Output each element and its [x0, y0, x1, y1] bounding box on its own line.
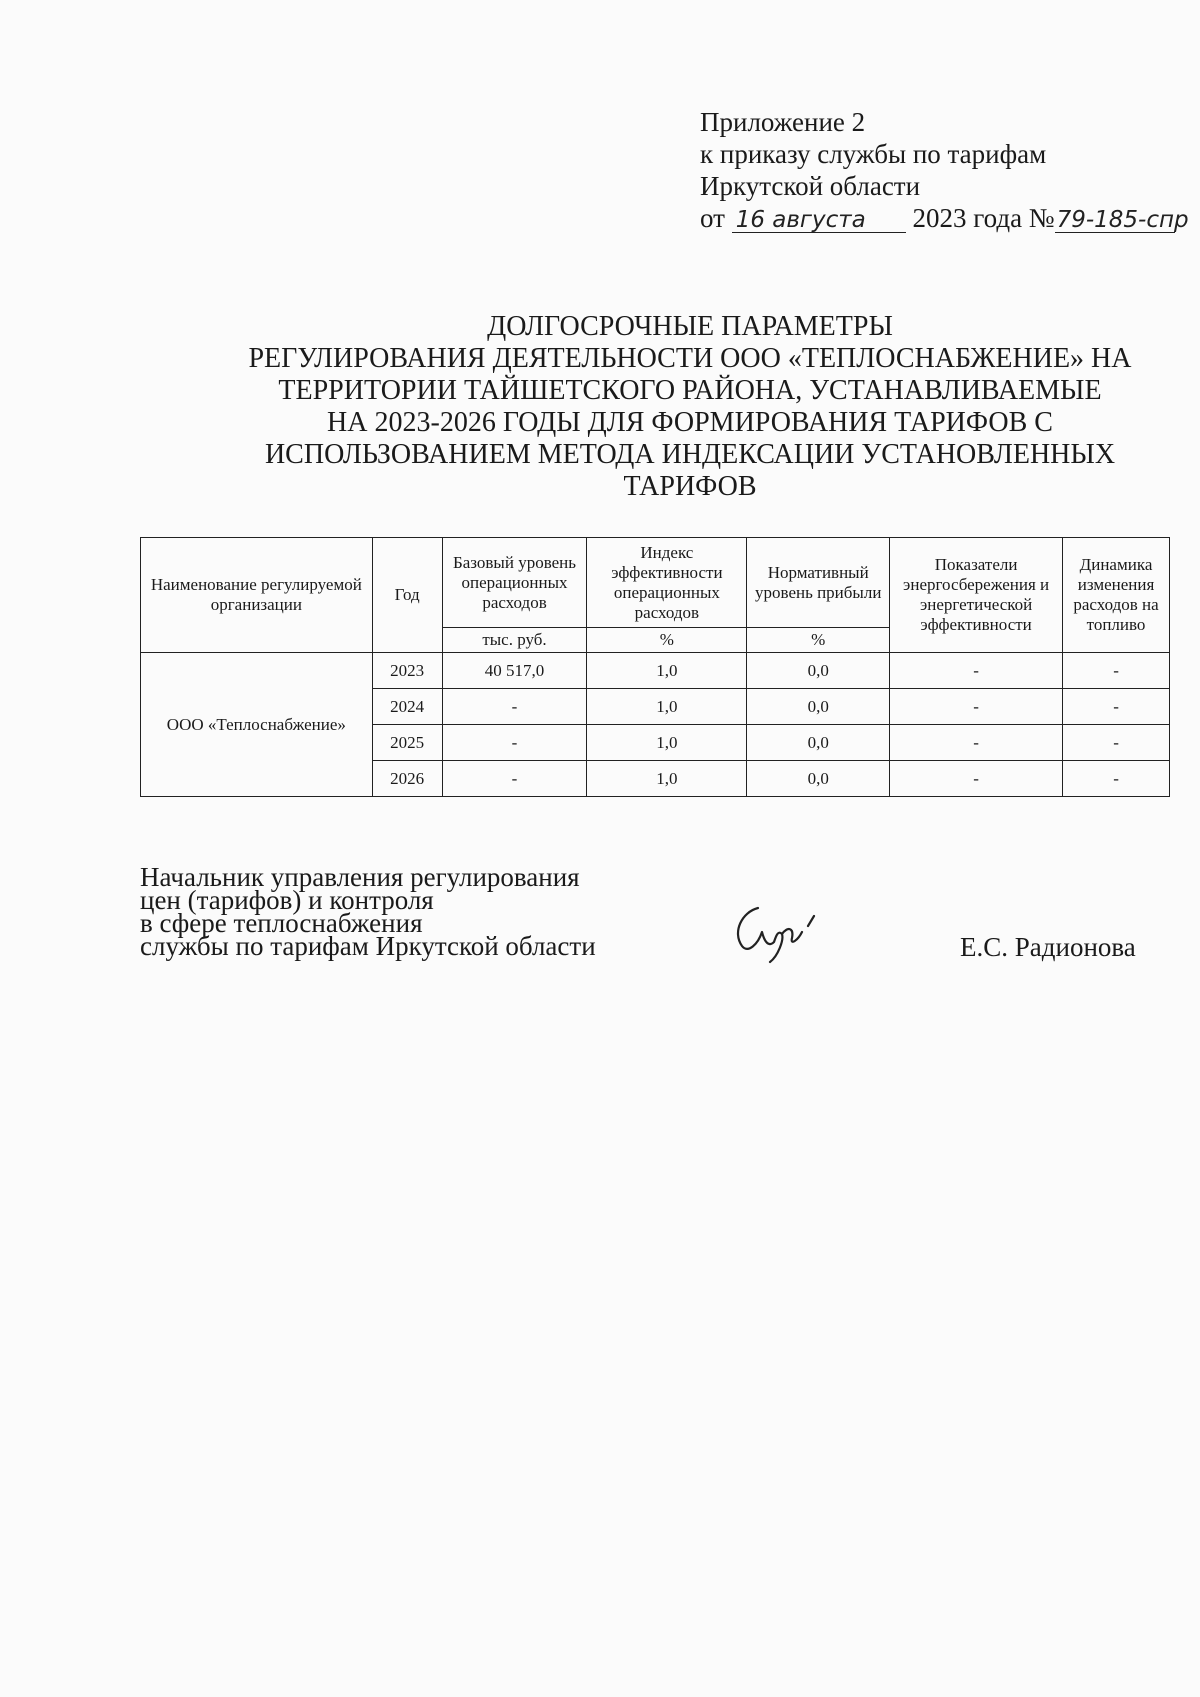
- cell-index: 1,0: [587, 761, 747, 797]
- appendix-region: Иркутской области: [700, 171, 921, 201]
- cell-profit: 0,0: [747, 689, 890, 725]
- title-line: РЕГУЛИРОВАНИЯ ДЕЯТЕЛЬНОСТИ ООО «ТЕПЛОСНАБЖЕНИЕ» НА: [248, 343, 1132, 374]
- appendix-header: [700, 106, 1189, 234]
- document-title: [230, 311, 1150, 503]
- header-base-opex: Базовый уровень операционных расходов: [442, 538, 587, 628]
- signatory-name: Е.С. Радионова: [960, 932, 1136, 962]
- cell-index: 1,0: [587, 689, 747, 725]
- header-org: Наименование регулируемой организации: [141, 538, 373, 653]
- header-year: Год: [372, 538, 442, 653]
- unit-base: тыс. руб.: [442, 628, 587, 653]
- cell-fuel: -: [1063, 725, 1170, 761]
- cell-base: -: [442, 761, 587, 797]
- header-efficiency-index: Индекс эффективности операционных расходов: [587, 538, 747, 628]
- position-line: Начальник управления регулирования: [140, 862, 580, 892]
- cell-year: 2023: [372, 653, 442, 689]
- cell-fuel: -: [1063, 761, 1170, 797]
- date-prefix: от: [700, 203, 725, 233]
- handwritten-order-number: 79-185-спр: [1056, 207, 1189, 233]
- appendix-date-line: [700, 202, 1189, 234]
- cell-year: 2026: [372, 761, 442, 797]
- cell-year: 2025: [372, 725, 442, 761]
- unit-index: %: [587, 628, 747, 653]
- signatory-position: [140, 862, 596, 961]
- title-line: ТЕРРИТОРИИ ТАЙШЕТСКОГО РАЙОНА, УСТАНАВЛИВАЕМЫЕ: [278, 375, 1102, 406]
- cell-energy: -: [890, 761, 1063, 797]
- position-line: службы по тарифам Иркутской области: [140, 931, 596, 961]
- year-text: 2023 года №: [912, 203, 1055, 233]
- org-name-cell: ООО «Теплоснабжение»: [141, 653, 373, 797]
- title-line: ИСПОЛЬЗОВАНИЕМ МЕТОДА ИНДЕКСАЦИИ УСТАНОВЛЕННЫХ: [264, 439, 1116, 470]
- cell-profit: 0,0: [747, 725, 890, 761]
- cell-base: 40 517,0: [442, 653, 587, 689]
- appendix-order-ref: к приказу службы по тарифам: [700, 139, 1047, 169]
- title-line: ТАРИФОВ: [623, 471, 757, 502]
- cell-index: 1,0: [587, 653, 747, 689]
- header-profit-level: Нормативный уровень прибыли: [747, 538, 890, 628]
- handwritten-signature: [728, 896, 828, 966]
- position-line: в сфере теплоснабжения: [140, 908, 423, 938]
- unit-profit: %: [747, 628, 890, 653]
- header-fuel-dynamics: Динамика изменения расходов на топливо: [1063, 538, 1170, 653]
- cell-base: -: [442, 725, 587, 761]
- cell-year: 2024: [372, 689, 442, 725]
- position-line: цен (тарифов) и контроля: [140, 885, 434, 915]
- cell-profit: 0,0: [747, 653, 890, 689]
- title-line: ДОЛГОСРОЧНЫЕ ПАРАМЕТРЫ: [487, 311, 893, 342]
- cell-profit: 0,0: [747, 761, 890, 797]
- parameters-table: [140, 537, 1170, 797]
- title-line: НА 2023-2026 ГОДЫ ДЛЯ ФОРМИРОВАНИЯ ТАРИФОВ С: [327, 407, 1053, 438]
- handwritten-date: 16 августа: [732, 208, 906, 233]
- table-row: [141, 653, 1170, 689]
- cell-fuel: -: [1063, 689, 1170, 725]
- cell-index: 1,0: [587, 725, 747, 761]
- cell-fuel: -: [1063, 653, 1170, 689]
- appendix-number: Приложение 2: [700, 107, 866, 137]
- cell-energy: -: [890, 653, 1063, 689]
- cell-energy: -: [890, 689, 1063, 725]
- cell-energy: -: [890, 725, 1063, 761]
- cell-base: -: [442, 689, 587, 725]
- header-energy-saving: Показатели энергосбережения и энергетической эффективности: [890, 538, 1063, 653]
